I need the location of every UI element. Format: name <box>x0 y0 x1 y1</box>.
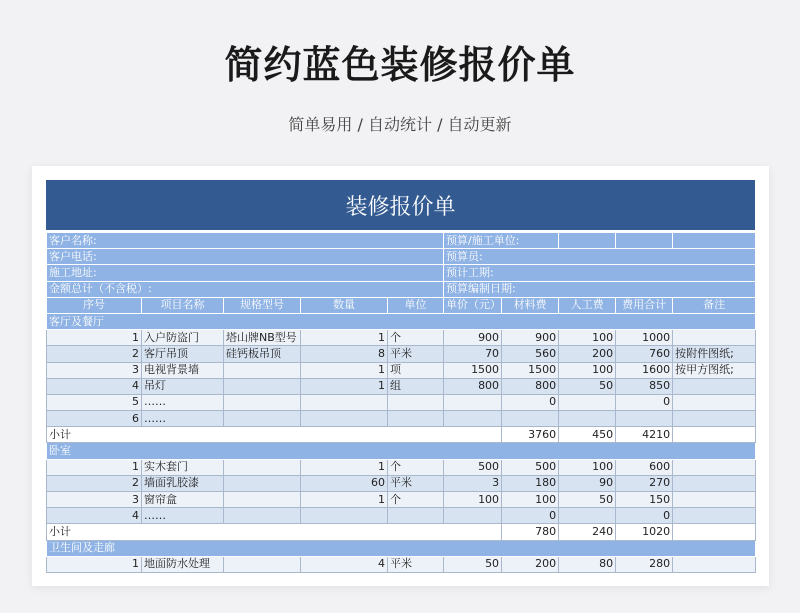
column-header[interactable]: 单价（元） <box>444 297 502 313</box>
subtotal-material[interactable]: 780 <box>502 524 559 540</box>
cell-note[interactable] <box>673 411 756 427</box>
cell-material[interactable]: 1500 <box>502 362 559 378</box>
cell-qty[interactable]: 1 <box>301 330 388 346</box>
subtotal-note[interactable] <box>673 524 756 540</box>
cell-spec[interactable] <box>224 556 301 572</box>
cell-qty[interactable] <box>301 394 388 410</box>
cell-total[interactable] <box>616 411 673 427</box>
table-row <box>47 459 756 475</box>
cell-labor[interactable]: 50 <box>559 378 616 394</box>
budgeter-label[interactable]: 预算员: <box>444 249 756 265</box>
cell-no[interactable]: 6 <box>47 411 142 427</box>
column-header[interactable]: 备注 <box>673 297 756 313</box>
subtotal-note[interactable] <box>673 427 756 443</box>
table-row <box>47 330 756 346</box>
cell-unit[interactable]: 平米 <box>388 346 444 362</box>
cell-price[interactable]: 3 <box>444 475 502 491</box>
cell-qty[interactable]: 1 <box>301 362 388 378</box>
subtotal-label[interactable]: 小计 <box>47 427 502 443</box>
subtotal-total[interactable]: 4210 <box>616 427 673 443</box>
cell-labor[interactable] <box>559 411 616 427</box>
cell-no[interactable]: 1 <box>47 556 142 572</box>
cell-material[interactable]: 180 <box>502 475 559 491</box>
cell-labor[interactable] <box>559 394 616 410</box>
cell-material[interactable]: 800 <box>502 378 559 394</box>
cell-note[interactable]: 按甲方图纸; <box>673 362 756 378</box>
section-title[interactable]: 卧室 <box>47 443 756 459</box>
cell-labor[interactable]: 200 <box>559 346 616 362</box>
cell-total[interactable]: 850 <box>616 378 673 394</box>
cell-price[interactable] <box>444 411 502 427</box>
cell-price[interactable]: 70 <box>444 346 502 362</box>
cell-no[interactable]: 4 <box>47 508 142 524</box>
cell-unit[interactable] <box>388 508 444 524</box>
cell-note[interactable] <box>673 394 756 410</box>
column-header-row <box>47 297 756 313</box>
cell-spec[interactable] <box>224 475 301 491</box>
cell-total[interactable]: 760 <box>616 346 673 362</box>
page-subtitle: 简单易用 / 自动统计 / 自动更新 <box>288 115 512 134</box>
cell-material[interactable]: 0 <box>502 508 559 524</box>
cell-labor[interactable]: 100 <box>559 459 616 475</box>
column-header[interactable]: 材料费 <box>502 297 559 313</box>
info-row <box>47 281 756 297</box>
cell-total[interactable]: 270 <box>616 475 673 491</box>
cell-unit[interactable]: 平米 <box>388 475 444 491</box>
cell-note[interactable] <box>673 475 756 491</box>
cell-note[interactable] <box>673 492 756 508</box>
cell-unit[interactable]: 个 <box>388 459 444 475</box>
sheet-banner: 装修报价单 <box>46 180 755 230</box>
subtotal-labor[interactable]: 240 <box>559 524 616 540</box>
cell-note[interactable] <box>673 556 756 572</box>
cell-total[interactable]: 0 <box>616 394 673 410</box>
cell-no[interactable]: 1 <box>47 459 142 475</box>
cell-no[interactable]: 4 <box>47 378 142 394</box>
cell-name[interactable]: …… <box>142 394 224 410</box>
cell-material[interactable]: 0 <box>502 394 559 410</box>
info-cell[interactable] <box>559 233 616 249</box>
table-row <box>47 508 756 524</box>
cell-unit[interactable]: 个 <box>388 330 444 346</box>
cell-spec[interactable] <box>224 459 301 475</box>
cell-material[interactable]: 100 <box>502 492 559 508</box>
column-header[interactable]: 单位 <box>388 297 444 313</box>
subtotal-row <box>47 524 756 540</box>
cell-spec[interactable] <box>224 508 301 524</box>
cell-qty[interactable]: 1 <box>301 378 388 394</box>
cell-no[interactable]: 1 <box>47 330 142 346</box>
cell-no[interactable]: 5 <box>47 394 142 410</box>
subtotal-material[interactable]: 3760 <box>502 427 559 443</box>
quote-table <box>46 232 756 573</box>
customer-phone-label[interactable]: 客户电话: <box>47 249 444 265</box>
table-row <box>47 492 756 508</box>
column-header[interactable]: 人工费 <box>559 297 616 313</box>
cell-name[interactable]: …… <box>142 508 224 524</box>
cell-price[interactable] <box>444 394 502 410</box>
cell-no[interactable]: 3 <box>47 492 142 508</box>
column-header[interactable]: 费用合计 <box>616 297 673 313</box>
cell-unit[interactable] <box>388 411 444 427</box>
cell-name[interactable]: 实木套门 <box>142 459 224 475</box>
table-row <box>47 378 756 394</box>
info-cell[interactable] <box>616 233 673 249</box>
cell-name[interactable]: 地面防水处理 <box>142 556 224 572</box>
cell-material[interactable]: 900 <box>502 330 559 346</box>
cell-note[interactable] <box>673 508 756 524</box>
column-header[interactable]: 序号 <box>47 297 142 313</box>
spreadsheet <box>32 166 769 586</box>
cell-total[interactable]: 150 <box>616 492 673 508</box>
cell-unit[interactable]: 组 <box>388 378 444 394</box>
info-row <box>47 265 756 281</box>
cell-qty[interactable] <box>301 508 388 524</box>
est-duration-label[interactable]: 预计工期: <box>444 265 756 281</box>
subtotal-total[interactable]: 1020 <box>616 524 673 540</box>
budget-unit-label[interactable]: 预算/施工单位: <box>444 233 559 249</box>
cell-qty[interactable] <box>301 411 388 427</box>
cell-name[interactable]: 入户防盗门 <box>142 330 224 346</box>
cell-no[interactable]: 2 <box>47 346 142 362</box>
table-row <box>47 411 756 427</box>
cell-total[interactable]: 1000 <box>616 330 673 346</box>
cell-price[interactable]: 50 <box>444 556 502 572</box>
cell-spec[interactable] <box>224 492 301 508</box>
cell-price[interactable]: 900 <box>444 330 502 346</box>
cell-name[interactable]: 墙面乳胶漆 <box>142 475 224 491</box>
info-row <box>47 249 756 265</box>
cell-labor[interactable]: 100 <box>559 330 616 346</box>
cell-no[interactable]: 3 <box>47 362 142 378</box>
cell-price[interactable] <box>444 508 502 524</box>
cell-unit[interactable]: 平米 <box>388 556 444 572</box>
cell-note[interactable] <box>673 459 756 475</box>
cell-note[interactable] <box>673 378 756 394</box>
cell-price[interactable]: 1500 <box>444 362 502 378</box>
column-header[interactable]: 项目名称 <box>142 297 224 313</box>
section-title[interactable]: 客厅及餐厅 <box>47 313 756 329</box>
table-row <box>47 346 756 362</box>
cell-name[interactable]: 客厅吊顶 <box>142 346 224 362</box>
column-header[interactable]: 规格型号 <box>224 297 301 313</box>
section-header-row <box>47 540 756 556</box>
cell-no[interactable]: 2 <box>47 475 142 491</box>
subtotal-row <box>47 427 756 443</box>
cell-total[interactable]: 0 <box>616 508 673 524</box>
cell-unit[interactable]: 个 <box>388 492 444 508</box>
cell-name[interactable]: …… <box>142 411 224 427</box>
budget-date-label[interactable]: 预算编制日期: <box>444 281 756 297</box>
info-row <box>47 233 756 249</box>
cell-total[interactable]: 280 <box>616 556 673 572</box>
cell-labor[interactable]: 80 <box>559 556 616 572</box>
cell-spec[interactable] <box>224 378 301 394</box>
table-row <box>47 475 756 491</box>
total-amount-label[interactable]: 金额总计（不含税）: <box>47 281 444 297</box>
cell-name[interactable]: 电视背景墙 <box>142 362 224 378</box>
cell-unit[interactable] <box>388 394 444 410</box>
cell-material[interactable]: 200 <box>502 556 559 572</box>
cell-material[interactable]: 560 <box>502 346 559 362</box>
table-row <box>47 556 756 572</box>
cell-name[interactable]: 窗帘盒 <box>142 492 224 508</box>
cell-labor[interactable]: 50 <box>559 492 616 508</box>
cell-spec[interactable] <box>224 394 301 410</box>
cell-labor[interactable]: 100 <box>559 362 616 378</box>
table-row <box>47 394 756 410</box>
customer-name-label[interactable]: 客户名称: <box>47 233 444 249</box>
cell-spec[interactable]: 硅钙板吊顶 <box>224 346 301 362</box>
table-row <box>47 362 756 378</box>
cell-qty[interactable]: 60 <box>301 475 388 491</box>
column-header[interactable]: 数量 <box>301 297 388 313</box>
cell-qty[interactable]: 4 <box>301 556 388 572</box>
cell-total[interactable]: 1600 <box>616 362 673 378</box>
cell-labor[interactable]: 90 <box>559 475 616 491</box>
cell-qty[interactable]: 8 <box>301 346 388 362</box>
cell-price[interactable]: 100 <box>444 492 502 508</box>
cell-total[interactable]: 600 <box>616 459 673 475</box>
cell-spec[interactable] <box>224 411 301 427</box>
cell-labor[interactable] <box>559 508 616 524</box>
cell-note[interactable] <box>673 330 756 346</box>
page-title: 简约蓝色装修报价单 <box>224 43 576 87</box>
cell-spec[interactable] <box>224 362 301 378</box>
cell-qty[interactable]: 1 <box>301 459 388 475</box>
info-cell[interactable] <box>673 233 756 249</box>
section-header-row <box>47 443 756 459</box>
cell-name[interactable]: 吊灯 <box>142 378 224 394</box>
cell-material[interactable] <box>502 411 559 427</box>
cell-qty[interactable]: 1 <box>301 492 388 508</box>
cell-price[interactable]: 800 <box>444 378 502 394</box>
cell-material[interactable]: 500 <box>502 459 559 475</box>
subtotal-label[interactable]: 小计 <box>47 524 502 540</box>
section-title[interactable]: 卫生间及走廊 <box>47 540 756 556</box>
subtotal-labor[interactable]: 450 <box>559 427 616 443</box>
cell-price[interactable]: 500 <box>444 459 502 475</box>
cell-note[interactable]: 按附件图纸; <box>673 346 756 362</box>
cell-spec[interactable]: 塔山牌NB型号 <box>224 330 301 346</box>
site-address-label[interactable]: 施工地址: <box>47 265 444 281</box>
section-header-row <box>47 313 756 329</box>
cell-unit[interactable]: 项 <box>388 362 444 378</box>
